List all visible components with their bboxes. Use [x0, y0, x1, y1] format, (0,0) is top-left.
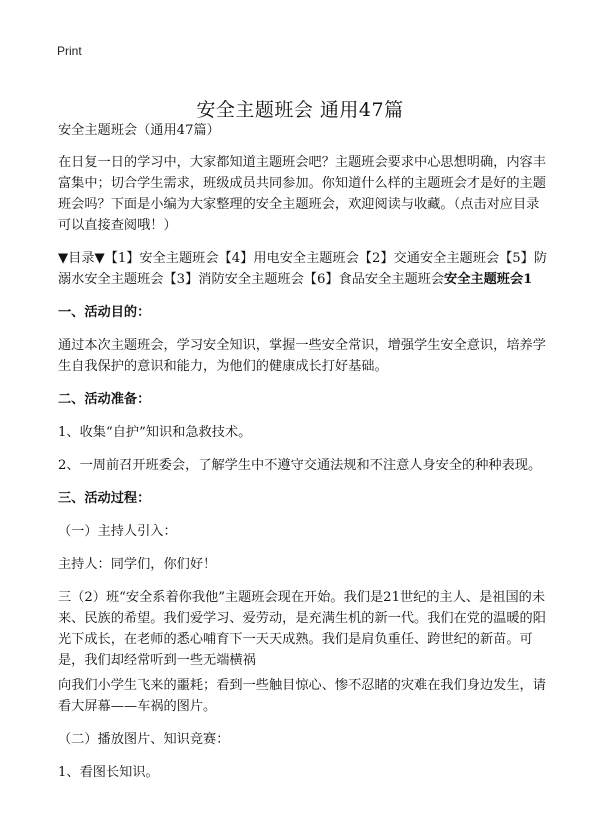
host-greeting: 主持人：同学们，你们好！ — [58, 557, 217, 572]
table-of-contents[interactable] — [58, 248, 550, 290]
page-title: 安全主题班会 通用47篇 — [196, 98, 404, 121]
quiz-item-1: 1、看图长知识。 — [58, 765, 159, 780]
process-subheading-2: （二）播放图片、知识竞赛： — [58, 732, 230, 747]
toc-links[interactable]: ▼目录▼【1】安全主题班会【4】用电安全主题班会【2】交通安全主题班会【5】防溺水安全主题班会【3】消防安全主题班会【6】食品安全主题班会 — [58, 251, 548, 287]
purpose-paragraph: 通过本次主题班会，学习安全知识，掌握一些安全常识，增强学生安全意识，培养学生自我保护的意识和能力，为他们的健康成长打好基础。 — [58, 338, 546, 374]
section-heading-preparation: 二、活动准备： — [58, 392, 151, 407]
section-heading-purpose: 一、活动目的： — [58, 305, 151, 320]
document-subtitle: 安全主题班会（通用47篇） — [58, 123, 220, 138]
section-heading-process: 三、活动过程： — [58, 491, 151, 506]
intro-paragraph: 在日复一日的学习中，大家都知道主题班会吧？主题班会要求中心思想明确，内容丰富集中；切合学生需求，班级成员共同参加。你知道什么样的主题班会才是好的主题班会吗？下面是小编为大家整理的安全主题班会，欢迎阅读与收藏。（点击对应目录可以直接查阅哦！） — [58, 155, 546, 233]
preparation-item-1: 1、收集“自护”知识和急救技术。 — [58, 425, 252, 440]
print-link[interactable]: Print — [57, 44, 82, 58]
process-subheading-1: （一）主持人引入： — [58, 524, 177, 539]
article-body — [58, 120, 550, 795]
preparation-item-2: 2、一周前召开班委会，了解学生中不遵守交通法规和不注意人身安全的种种表现。 — [58, 458, 542, 473]
continuation-paragraph: 向我们小学生飞来的噩耗；看到一些触目惊心、惨不忍睹的灾难在我们身边发生，请看大屏幕——车祸的图片。 — [58, 678, 546, 714]
host-speech-paragraph: 三（2）班“安全系着你我他”主题班会现在开始。我们是21世纪的主人、是祖国的未来、民族的希望。我们爱学习、爱劳动，是充满生机的新一代。我们在党的温暖的阳光下成长，在老师的悉心哺育下一天天成熟。我们是肩负重任、跨世纪的新苗。可是，我们却经常听到一些无端横祸 — [58, 590, 546, 668]
toc-current-section: 安全主题班会1 — [444, 272, 533, 287]
